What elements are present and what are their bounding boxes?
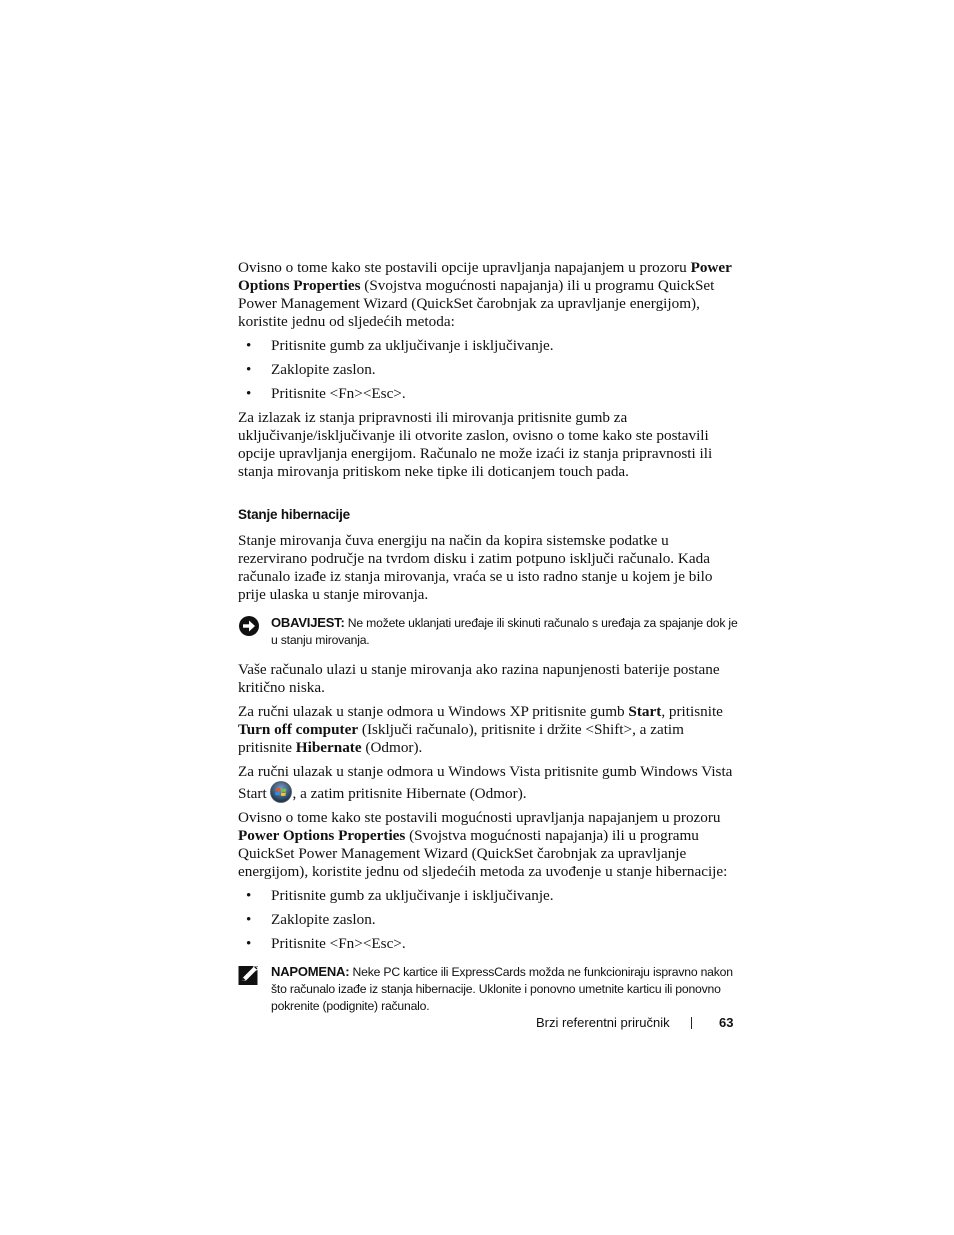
turn-off-computer-term: Turn off computer: [238, 721, 359, 738]
page-content: [238, 259, 738, 1027]
intro-text-1: Ovisno o tome kako ste postavili opcije upravljanja napajanjem u prozoru: [238, 259, 691, 276]
hibernation-methods-paragraph: [238, 809, 738, 881]
note-text: Neke PC kartice ili ExpressCards možda ne funkcioniraju ispravno nakon što računalo izađe iz stanja hibernacije. Uklonite i ponovno umetnite karticu ili ponovno pokrenite (podignite) računalo.: [271, 965, 733, 1013]
bullet-icon: •: [246, 887, 252, 904]
list-item: [238, 361, 738, 379]
notice-label: OBAVIJEST:: [271, 615, 345, 630]
xp-hibernate-paragraph: [238, 703, 738, 757]
hibernation-methods-list: [238, 887, 738, 953]
list-item: [238, 887, 738, 905]
xp-text-4: (Odmor).: [361, 739, 423, 756]
list-item-text: Pritisnite <Fn><Esc>.: [271, 385, 406, 402]
bullet-icon: •: [246, 337, 252, 354]
list-item-text: Pritisnite gumb za uključivanje i isključivanje.: [271, 337, 554, 354]
methods-text-2: (Svojstva mogućnosti napajanja) ili u programu QuickSet Power Management Wizard (QuickSet čarobnjak za upravljanje energijom), koristite jednu od sljedećih metoda za uvođenje u stanje hibernacije:: [238, 827, 728, 880]
list-item-text: Zaklopite zaslon.: [271, 361, 376, 378]
hibernate-term: Hibernate: [295, 739, 362, 756]
xp-text-1: Za ručni ulazak u stanje odmora u Windows XP pritisnite gumb: [238, 703, 629, 720]
power-options-term: Power Options Properties: [238, 259, 732, 294]
vista-text-2: , a zatim pritisnite Hibernate (Odmor).: [292, 785, 527, 802]
pencil-note-icon: [238, 964, 260, 991]
list-item: [238, 385, 738, 403]
battery-paragraph: Vaše računalo ulazi u stanje mirovanja ako razina napunjenosti baterije postane kritično niska.: [238, 661, 720, 696]
exit-standby-paragraph: Za izlazak iz stanja pripravnosti ili mirovanja pritisnite gumb za uključivanje/isključivanje ili otvorite zaslon, ovisno o tome kako ste postavili opcije upravljanja energijom. Računalo ne može izaći iz stanja pripravnosti ili stanja mirovanja pritiskom neke tipke ili doticanjem touch pada.: [238, 409, 713, 480]
methods-text-1: Ovisno o tome kako ste postavili mogućnosti upravljanja napajanjem u prozoru: [238, 809, 721, 826]
page-number: 63: [719, 1015, 734, 1030]
footer-title: Brzi referentni priručnik: [536, 1015, 670, 1030]
notice-box: [238, 614, 738, 649]
bullet-icon: •: [246, 911, 252, 928]
section-heading: Stanje hibernacije: [238, 507, 350, 522]
vista-text-1: Za ručni ulazak u stanje odmora u Windows Vista pritisnite gumb Windows Vista Start: [238, 763, 733, 802]
intro-text-2: (Svojstva mogućnosti napajanja) ili u programu QuickSet Power Management Wizard (QuickSet čarobnjak za upravljanje energijom), koristite jednu od sljedećih metoda:: [238, 277, 715, 330]
list-item-text: Pritisnite <Fn><Esc>.: [271, 935, 406, 952]
note-label: NAPOMENA:: [271, 964, 350, 979]
bullet-icon: •: [246, 361, 252, 378]
xp-text-2: , pritisnite: [661, 703, 723, 720]
xp-text-3: (Isključi računalo), pritisnite i držite <Shift>, a zatim pritisnite: [238, 721, 684, 756]
notice-text: Ne možete uklanjati uređaje ili skinuti računalo s uređaja za spajanje dok je u stanju mirovanja.: [271, 616, 738, 647]
list-item-text: Zaklopite zaslon.: [271, 911, 376, 928]
list-item: [238, 337, 738, 355]
bullet-icon: •: [246, 935, 252, 952]
hibernation-intro-paragraph: Stanje mirovanja čuva energiju na način da kopira sistemske podatke u rezervirano područje na tvrdom disku i zatim potpuno isključi računalo. Kada računalo izađe iz stanja mirovanja, vraća se u isto radno stanje u kojem je bilo prije ulaska u stanje mirovanja.: [238, 532, 713, 603]
intro-paragraph: [238, 259, 738, 331]
list-item: [238, 935, 738, 953]
list-item-text: Pritisnite gumb za uključivanje i isključivanje.: [271, 887, 554, 904]
note-box: [238, 963, 738, 1015]
standby-methods-list: [238, 337, 738, 403]
start-term: Start: [628, 703, 662, 720]
arrow-notice-icon: [238, 615, 260, 642]
bullet-icon: •: [246, 385, 252, 402]
power-options-term: Power Options Properties: [238, 827, 406, 844]
vista-hibernate-paragraph: [238, 763, 738, 803]
list-item: [238, 911, 738, 929]
footer-separator: [691, 1017, 692, 1029]
windows-vista-start-icon: [270, 781, 292, 803]
